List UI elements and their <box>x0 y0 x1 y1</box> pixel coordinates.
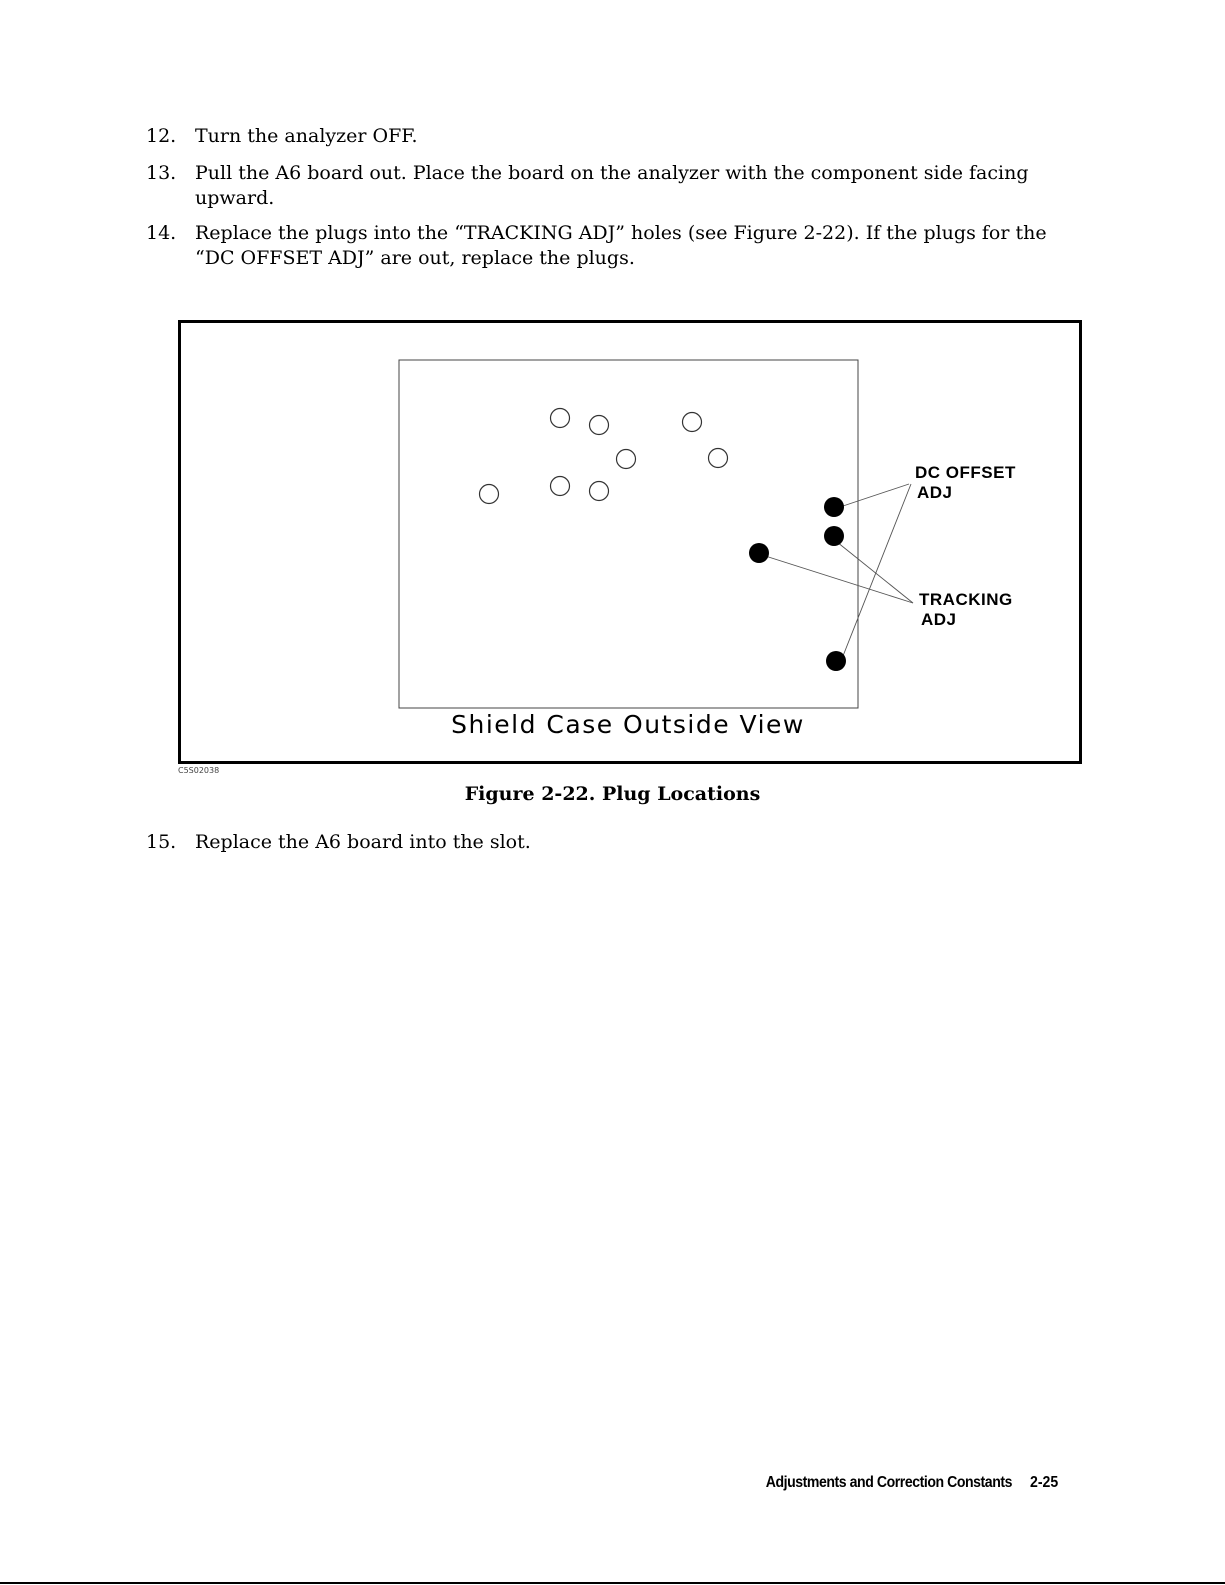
step-text: Replace the plugs into the “TRACKING ADJ” holes (see Figure 2-22). If the plugs for the “DC OFFSET ADJ” are out, replace the plugs. <box>195 222 1047 269</box>
dc-offset-leader <box>840 484 909 507</box>
dc-offset-label: ADJ <box>917 483 953 502</box>
footer-title: Adjustments and Correction Constants <box>765 1474 1012 1491</box>
figure-caption: Figure 2-22. Plug Locations <box>464 783 761 805</box>
open-hole <box>551 477 570 496</box>
open-hole <box>480 485 499 504</box>
board-title: Shield Case Outside View <box>451 710 805 739</box>
tracking-label: TRACKING <box>919 590 1013 609</box>
figure-frame <box>178 320 1082 764</box>
step-number: 14. <box>146 222 177 244</box>
open-hole <box>590 416 609 435</box>
step-number: 12. <box>146 125 177 147</box>
open-hole <box>683 413 702 432</box>
step-number: 13. <box>146 162 177 184</box>
page-bottom-rule <box>0 1582 1225 1584</box>
open-hole <box>617 450 636 469</box>
shield-case-outline <box>399 360 858 708</box>
open-hole <box>709 449 728 468</box>
step-text: Pull the A6 board out. Place the board on the analyzer with the component side facing upward. <box>195 162 1029 209</box>
plug-tracking <box>749 543 769 563</box>
dc-offset-leader <box>841 484 911 661</box>
plug-dc-offset <box>824 497 844 517</box>
open-hole <box>551 409 570 428</box>
tracking-label: ADJ <box>921 610 957 629</box>
tracking-leader <box>837 542 913 603</box>
tracking-leader <box>759 554 913 603</box>
plug-tracking <box>824 526 844 546</box>
plug-dc-offset <box>826 651 846 671</box>
plug-locations-diagram <box>181 323 1079 761</box>
step-text: Replace the A6 board into the slot. <box>195 831 531 853</box>
step-number: 15. <box>146 831 177 853</box>
dc-offset-label: DC OFFSET <box>915 463 1016 482</box>
open-hole <box>590 482 609 501</box>
step-text: Turn the analyzer OFF. <box>195 125 418 147</box>
figure-code: C5S02038 <box>178 766 220 775</box>
page-number: 2-25 <box>1030 1474 1059 1491</box>
